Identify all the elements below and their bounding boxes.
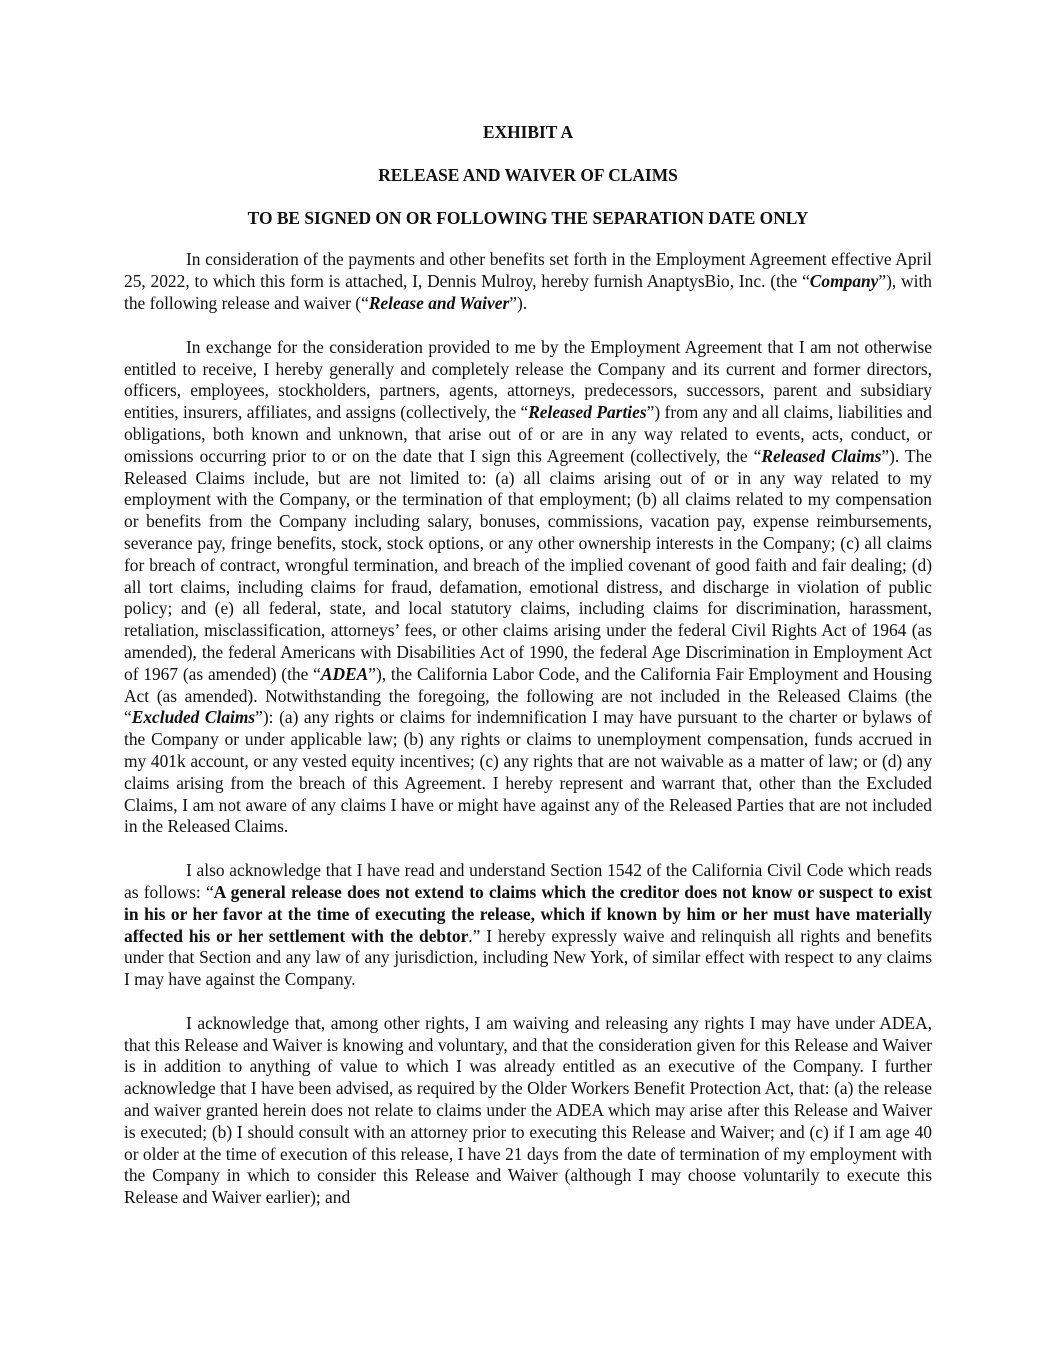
signing-instruction-heading: TO BE SIGNED ON OR FOLLOWING THE SEPARATION DATE ONLY	[247, 207, 809, 228]
text-run: .” I hereby expressly waive and relinquish all rights and benefits under that Section and any law of any jurisdiction, including New York, of similar effect with respect to any claims I may have against the Company.	[124, 925, 932, 990]
exhibit-heading: EXHIBIT A	[482, 122, 574, 142]
defined-term-adea: ADEA	[320, 663, 369, 684]
defined-term-excluded-claims: Excluded Claims	[131, 707, 256, 728]
defined-term-company: Company	[809, 271, 879, 292]
text-run: ”), with the following release and waiver (“	[124, 271, 932, 313]
paragraph-released-claims	[124, 337, 932, 838]
paragraph-consideration	[124, 249, 932, 314]
paragraph-adea-acknowledgement: I acknowledge that, among other rights, I am waiving and releasing any rights I may have under ADEA, that this Release and Waiver is knowing and voluntary, and that the consideration given for this Release and Waiver is in addition to anything of value to which I was already entitled as an executive of the Company. I further acknowledge that I have been advised, as required by the Older Workers Benefit Protection Act, that: (a) the release and waiver granted herein does not relate to claims under the ADEA which may arise after this Release and Waiver is executed; (b) I should consult with an attorney prior to executing this Release and Waiver; and (c) if I am age 40 or older at the time of execution of this release, I have 21 days from the date of termination of my employment with the Company in which to consider this Release and Waiver (although I may choose voluntarily to execute this Release and Waiver earlier); and	[124, 1012, 932, 1208]
text-run: ”). The Released Claims include, but are not limited to: (a) all claims arising out of or in any way related to my employment with the Company, or the termination of that employment; (b) all claims related to my compensation or benefits from the Company including salary, bonuses, commissions, vacation pay, expense reimbursements, severance pay, fringe benefits, stock, stock options, or any other ownership interests in the Company; (c) all claims for breach of contract, wrongful termination, and breach of the implied covenant of good faith and fair dealing; (d) all tort claims, including claims for fraud, defamation, emotional distress, and discharge in violation of public policy; and (e) all federal, state, and local statutory claims, including claims for discrimination, harassment, retaliation, misclassification, attorneys’ fees, or other claims arising under the federal Civil Rights Act of 1964 (as amended), the federal Americans with Disabilities Act of 1990, the federal Age Discrimination in Employment Act of 1967 (as amended) (the “	[124, 445, 932, 684]
document-page	[124, 122, 932, 1231]
text-run: In exchange for the consideration provided to me by the Employment Agreement that I am not otherwise entitled to receive, I hereby generally and completely release the Company and its current and former directors, officers, employees, stockholders, partners, agents, attorneys, predecessors, successors, parent and subsidiary entities, insurers, affiliates, and assigns (collectively, the “	[124, 336, 932, 423]
defined-term-released-parties: Released Parties	[528, 402, 647, 423]
civil-code-quote: A general release does not extend to claims which the creditor does not know or suspect to exist in his or her favor at the time of executing the release, which if known by him or her must have materially affected his or her settlement with the debtor	[124, 881, 933, 946]
text-run: ”): (a) any rights or claims for indemnification I may have pursuant to the charter or bylaws of the Company or under applicable law; (b) any rights or claims to unemployment compensation, funds accrued in my 401k account, or any vested equity incentives; (c) any rights that are not waivable as a matter of law; or (d) any claims arising from the breach of this Agreement. I hereby represent and warrant that, other than the Excluded Claims, I am not aware of any claims I have or might have against any of the Released Parties that are not included in the Released Claims.	[124, 707, 932, 837]
text-run: In consideration of the payments and other benefits set forth in the Employment Agreement effective April 25, 2022, to which this form is attached, I, Dennis Mulroy, hereby furnish AnaptysBio, Inc. (the “	[124, 249, 932, 292]
paragraph-section-1542	[124, 860, 932, 991]
text-run: ”).	[509, 292, 528, 313]
defined-term-released-claims: Released Claims	[761, 445, 882, 466]
text-run: ”) from any and all claims, liabilities and obligations, both known and unknown, that arise out of or are in any way related to events, acts, conduct, or omissions occurring prior to or on the date that I sign this Agreement (collectively, the “	[124, 402, 932, 466]
text-run: I also acknowledge that I have read and understand Section 1542 of the California Civil Code which reads as follows: “	[124, 860, 932, 902]
defined-term-release-and-waiver: Release and Waiver	[368, 292, 510, 313]
text-run: ”), the California Labor Code, and the California Fair Employment and Housing Act (as amended). Notwithstanding the foregoing, the following are not included in the Released Claims (the “	[124, 663, 932, 728]
release-title: RELEASE AND WAIVER OF CLAIMS	[378, 164, 678, 185]
